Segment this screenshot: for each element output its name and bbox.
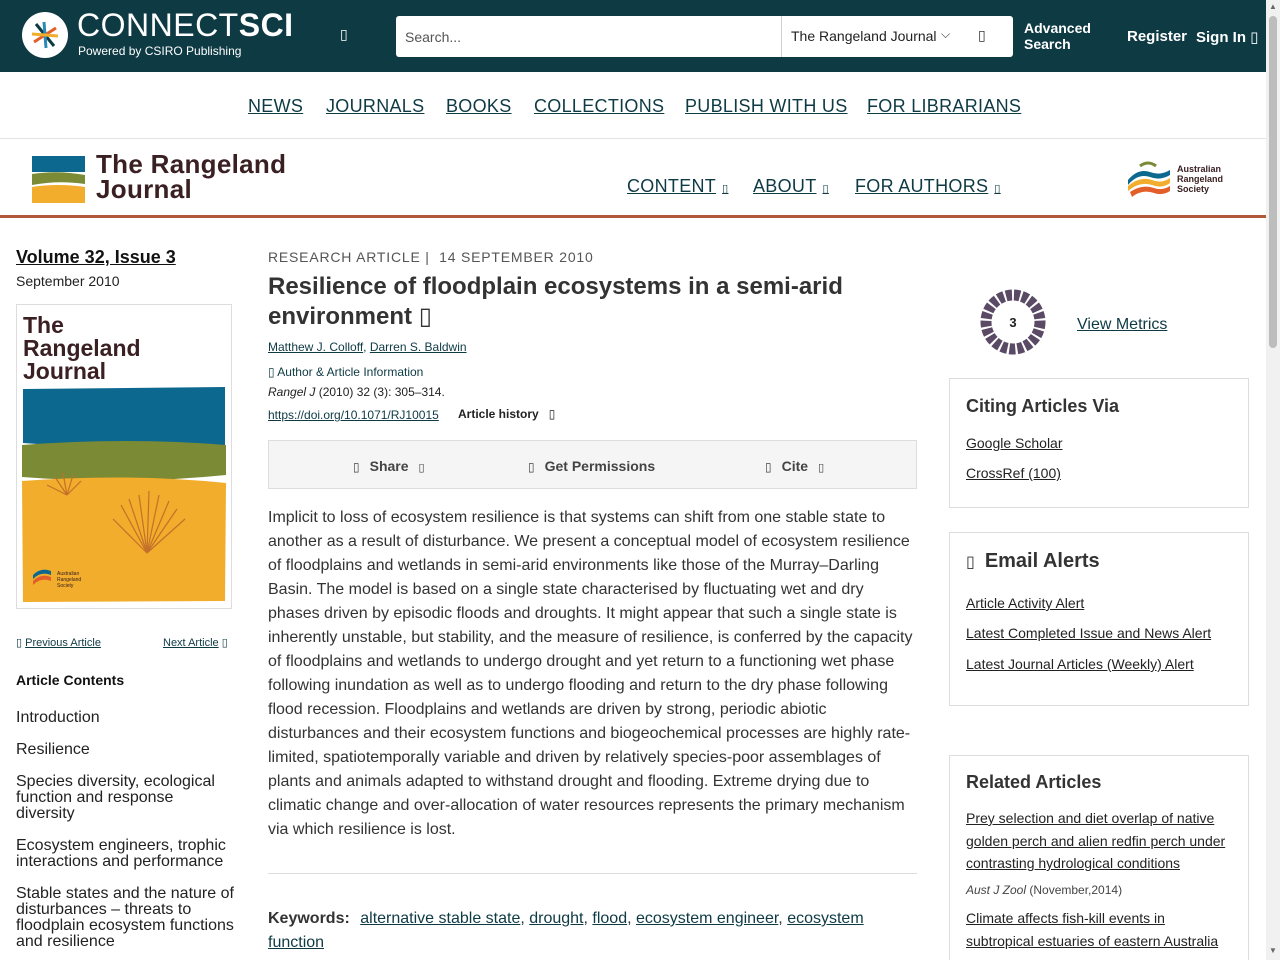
altmetric-donut-icon[interactable] bbox=[980, 289, 1046, 355]
search-divider bbox=[781, 16, 782, 57]
site-header bbox=[0, 0, 1266, 72]
email-alerts-heading bbox=[966, 550, 1100, 573]
journal-nav-for-authors[interactable] bbox=[855, 176, 1001, 197]
related-article-journal: Aust J Zool bbox=[966, 883, 1027, 897]
toc-item-stable-states[interactable]: Stable states and the nature of disturbances – threats to floodplain ecosystem functions and resilience bbox=[16, 885, 234, 950]
journal-title-line1: The Rangeland bbox=[96, 149, 287, 179]
altmetric-score: 3 bbox=[1009, 315, 1017, 330]
issue-date: September 2010 bbox=[16, 273, 120, 289]
previous-article-link[interactable] bbox=[16, 636, 101, 649]
keyword-link[interactable]: alternative stable state bbox=[360, 910, 521, 927]
volume-issue-link[interactable]: Volume 32, Issue 3 bbox=[16, 247, 176, 267]
advanced-search-line2: Search bbox=[1024, 36, 1071, 52]
article-contents-list bbox=[16, 710, 236, 960]
related-article-date: (November,2014) bbox=[1026, 883, 1123, 897]
keywords-label: Keywords: bbox=[268, 910, 350, 927]
cover-title-line2: Rangeland bbox=[23, 335, 141, 361]
society-name-line1: Australian bbox=[1177, 164, 1222, 174]
article-type: RESEARCH ARTICLE bbox=[268, 249, 421, 265]
journal-nav-about[interactable] bbox=[753, 176, 829, 197]
previous-article-label: Previous Article bbox=[25, 637, 101, 649]
article-history-toggle[interactable] bbox=[458, 407, 555, 421]
chevron-down-icon: ▯ bbox=[548, 407, 556, 421]
journal-nav-about-label: ABOUT bbox=[753, 176, 817, 196]
citation-journal: Rangel J bbox=[268, 385, 316, 399]
article-type-date bbox=[268, 249, 594, 265]
connectsci-logo-icon[interactable] bbox=[22, 12, 68, 58]
crossref-link[interactable]: CrossRef (100) bbox=[966, 465, 1061, 481]
author-link[interactable]: Matthew J. Colloff bbox=[268, 340, 364, 354]
main-nav bbox=[0, 72, 1266, 139]
next-article-label: Next Article bbox=[163, 637, 219, 649]
toc-item-introduction[interactable]: Introduction bbox=[16, 709, 100, 726]
scroll-up-icon[interactable]: ▲ bbox=[1269, 2, 1277, 11]
related-article-meta bbox=[966, 883, 1122, 897]
share-icon: ▯ bbox=[353, 460, 360, 474]
section-divider bbox=[268, 873, 917, 874]
journal-nav-content[interactable] bbox=[627, 176, 728, 197]
abstract-text: Implicit to loss of ecosystem resilience is that systems can shift from one stable state to another as a result of disturbance. We present a conceptual model of ecosystem resilience of floodplains and wetlands in semi-arid environments like those of the Murray–Darling Basin. The model is based on a single state characterised by fluctuating wet and dry phases driven by episodic floods and droughts. It might appear that such a single state is inherently unstable, but stability, and the measure of resilience, is conferred by the capacity of floodplains and wetlands to undergo drought and yet return to a functioning wet phase following inundation as well as to undergo flooding and return to the dry phase following flood recession. Floodplains and wetlands are driven by strong, periodic abiotic disturbances and their ecosystem functions and biogeochemical processes are highly rate-limited, spatiotemporally variable and driven by relatively species-poor assemblages of plants and animals adapted to withstand drought and flooding. Extreme drying due to climatic change and over-allocation of water resources represents the primary mechanism via which resilience is lost. bbox=[268, 509, 913, 838]
cover-title-line1: The bbox=[23, 312, 64, 338]
journal-header bbox=[0, 140, 1266, 218]
citing-articles-panel bbox=[949, 378, 1249, 508]
toc-item-resilience[interactable]: Resilience bbox=[16, 741, 90, 758]
cite-label: Cite bbox=[781, 458, 809, 474]
issue-cover-image[interactable] bbox=[16, 304, 232, 609]
keyword-link[interactable]: flood bbox=[592, 910, 628, 927]
citation-line bbox=[268, 385, 445, 399]
journal-nav-for-authors-label: FOR AUTHORS bbox=[855, 176, 989, 196]
cite-button[interactable] bbox=[765, 458, 824, 474]
toc-item-species-diversity[interactable]: Species diversity, ecological function and response diversity bbox=[16, 773, 215, 822]
article-activity-alert-link[interactable]: Article Activity Alert bbox=[966, 595, 1085, 611]
share-button[interactable] bbox=[353, 458, 425, 474]
citation-details: (2010) 32 (3): 305–314. bbox=[315, 385, 445, 399]
page-scrollbar[interactable] bbox=[1266, 0, 1280, 960]
article-history-label: Article history bbox=[458, 407, 539, 421]
dropdown-icon: ▯ bbox=[722, 183, 729, 195]
powered-by: Powered by CSIRO Publishing bbox=[78, 44, 242, 58]
latest-issue-alert-link[interactable]: Latest Completed Issue and News Alert bbox=[966, 625, 1212, 641]
weekly-articles-alert-link[interactable]: Latest Journal Articles (Weekly) Alert bbox=[966, 656, 1194, 672]
nav-collections[interactable]: COLLECTIONS bbox=[534, 96, 665, 116]
australian-rangeland-society-logo[interactable] bbox=[1126, 158, 1234, 200]
email-alerts-panel bbox=[949, 532, 1249, 706]
advanced-search-line1: Advanced bbox=[1024, 20, 1091, 36]
search-bar bbox=[396, 16, 1013, 57]
bell-icon: ▯ bbox=[966, 554, 975, 571]
chevron-left-icon: ▯ bbox=[16, 637, 23, 649]
article-contents-heading: Article Contents bbox=[16, 672, 125, 688]
google-scholar-link[interactable]: Google Scholar bbox=[966, 435, 1063, 451]
author-information-toggle[interactable]: ▯ Author & Article Information bbox=[268, 365, 424, 379]
nav-books[interactable]: BOOKS bbox=[446, 96, 512, 116]
citing-articles-heading: Citing Articles Via bbox=[966, 396, 1120, 416]
nav-for-librarians[interactable]: FOR LIBRARIANS bbox=[867, 96, 1022, 116]
cover-society-line2: Rangeland bbox=[57, 577, 82, 583]
sign-in-link[interactable]: Sign In ▯ bbox=[1196, 29, 1259, 46]
permissions-label: Get Permissions bbox=[544, 458, 656, 474]
author-link[interactable]: Darren S. Baldwin bbox=[369, 340, 467, 354]
keyword-link[interactable]: ecosystem engineer bbox=[635, 910, 779, 927]
search-scope-select[interactable]: The Rangeland Journal bbox=[791, 28, 937, 44]
advanced-search-link[interactable] bbox=[1024, 20, 1091, 52]
author-list: Matthew J. Colloff, Darren S. Baldwin bbox=[268, 340, 467, 354]
nav-news[interactable]: NEWS bbox=[248, 96, 304, 116]
permissions-icon: ▯ bbox=[528, 460, 535, 474]
article-type-separator: | bbox=[425, 249, 430, 265]
get-permissions-button[interactable] bbox=[528, 458, 655, 474]
connectsci-wordmark[interactable] bbox=[77, 7, 294, 43]
register-link[interactable]: Register bbox=[1127, 28, 1188, 45]
quote-icon: ▯ bbox=[765, 460, 772, 474]
keyword-link[interactable]: ecosystem function bbox=[268, 910, 864, 951]
related-article-link[interactable]: Prey selection and diet overlap of native golden perch and alien redfin perch under contrasting hydrological conditions bbox=[966, 810, 1226, 871]
next-article-link[interactable] bbox=[163, 636, 228, 649]
chevron-right-icon: ▯ bbox=[221, 637, 228, 649]
nav-publish-with-us[interactable]: PUBLISH WITH US bbox=[685, 96, 848, 116]
menu-icon[interactable]: ▯ bbox=[340, 26, 348, 42]
publication-date: 14 SEPTEMBER 2010 bbox=[439, 249, 594, 265]
dropdown-icon: ▯ bbox=[822, 183, 829, 195]
keyword-link[interactable]: drought bbox=[529, 910, 584, 927]
cover-society-line1: Australian bbox=[57, 571, 80, 577]
related-article-link[interactable]: Climate affects fish-kill events in subtropical estuaries of eastern Australia bbox=[966, 910, 1219, 949]
article-title: Resilience of floodplain ecosystems in a semi-arid environment ▯ bbox=[268, 273, 843, 330]
article-action-bar bbox=[268, 440, 917, 489]
keywords: Keywords: alternative stable state, drought, flood, ecosystem engineer, ecosystem function bbox=[268, 910, 864, 951]
brand-light: CONNECT bbox=[77, 7, 239, 43]
chevron-down-icon: ▯ bbox=[418, 462, 425, 474]
dropdown-icon: ▯ bbox=[994, 183, 1001, 195]
doi-link[interactable]: https://doi.org/10.1071/RJ10015 bbox=[268, 408, 439, 422]
society-name-line2: Rangeland bbox=[1177, 174, 1224, 184]
chevron-down-icon: ▯ bbox=[818, 462, 825, 474]
view-metrics-link[interactable]: View Metrics bbox=[1077, 316, 1168, 333]
scroll-down-icon[interactable]: ▼ bbox=[1269, 946, 1277, 955]
related-articles-heading: Related Articles bbox=[966, 772, 1102, 792]
society-name-line3: Society bbox=[1177, 184, 1210, 194]
scrollbar-thumb[interactable] bbox=[1269, 16, 1277, 348]
brand-bold: SCI bbox=[238, 7, 294, 43]
search-input[interactable]: Search... bbox=[405, 29, 462, 45]
journal-nav-content-label: CONTENT bbox=[627, 176, 717, 196]
email-alerts-label: Email Alerts bbox=[984, 550, 1100, 572]
cover-society-line3: Society bbox=[57, 583, 74, 589]
toc-item-ecosystem-engineers[interactable]: Ecosystem engineers, trophic interactions and performance bbox=[16, 837, 226, 870]
cover-title-line3: Journal bbox=[23, 358, 107, 384]
nav-journals[interactable]: JOURNALS bbox=[326, 96, 425, 116]
share-label: Share bbox=[369, 458, 409, 474]
journal-title-line2: Journal bbox=[96, 174, 193, 204]
search-icon[interactable]: ▯ bbox=[978, 27, 986, 43]
chevron-down-icon[interactable]: ⌵ bbox=[941, 27, 951, 41]
journal-logo-icon[interactable] bbox=[32, 156, 85, 203]
journal-title[interactable] bbox=[96, 149, 287, 204]
